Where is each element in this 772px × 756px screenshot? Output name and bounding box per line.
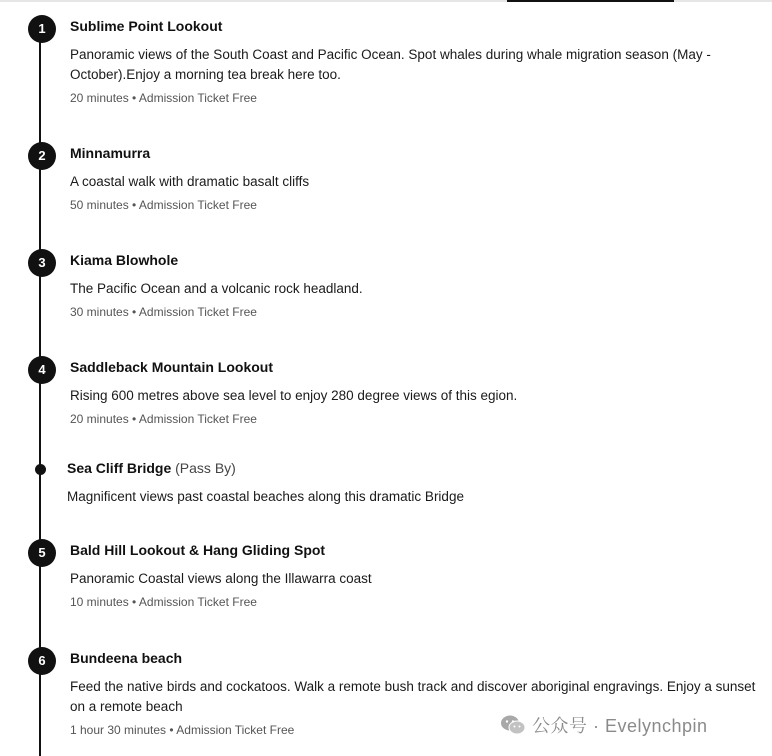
stop-title[interactable]: Sublime Point Lookout bbox=[70, 18, 223, 34]
stop-duration-admission: 20 minutes • Admission Ticket Free bbox=[70, 91, 257, 105]
stop-description: Magnificent views past coastal beaches along this dramatic Bridge bbox=[67, 489, 464, 504]
stop-number-badge: 1 bbox=[28, 15, 56, 43]
stop-title[interactable] bbox=[67, 460, 236, 476]
stop-number-badge: 4 bbox=[28, 356, 56, 384]
stop-number-badge: 2 bbox=[28, 142, 56, 170]
watermark bbox=[500, 712, 708, 738]
stop-description: Panoramic views of the South Coast and Pacific Ocean. Spot whales during whale migration season (May - October).Enjoy a morning tea break here too. bbox=[70, 47, 711, 82]
stop-description: Panoramic Coastal views along the Illawarra coast bbox=[70, 571, 372, 586]
stop-duration-admission: 30 minutes • Admission Ticket Free bbox=[70, 305, 257, 319]
stop-duration-admission: 20 minutes • Admission Ticket Free bbox=[70, 412, 257, 426]
stop-description: Rising 600 metres above sea level to enjoy 280 degree views of this egion. bbox=[70, 388, 518, 403]
stop-title[interactable]: Bundeena beach bbox=[70, 650, 183, 666]
stop-title-text: Sea Cliff Bridge bbox=[67, 460, 172, 476]
watermark-text: 公众号 · Evelynchpin bbox=[532, 716, 708, 736]
stop-duration-admission: 50 minutes • Admission Ticket Free bbox=[70, 198, 257, 212]
wechat-icon bbox=[500, 714, 526, 736]
stop-description: The Pacific Ocean and a volcanic rock headland. bbox=[70, 281, 363, 296]
pass-by-dot bbox=[35, 464, 46, 475]
active-tab-indicator bbox=[507, 0, 674, 2]
stop-title[interactable]: Bald Hill Lookout & Hang Gliding Spot bbox=[70, 542, 326, 558]
stop-title[interactable]: Saddleback Mountain Lookout bbox=[70, 359, 274, 375]
stop-title[interactable]: Kiama Blowhole bbox=[70, 252, 179, 268]
stop-duration-admission: 1 hour 30 minutes • Admission Ticket Free bbox=[70, 723, 295, 737]
stop-number-badge: 3 bbox=[28, 249, 56, 277]
stop-duration-admission: 10 minutes • Admission Ticket Free bbox=[70, 595, 257, 609]
stop-number-badge: 6 bbox=[28, 647, 56, 675]
stop-description: Feed the native birds and cockatoos. Walk a remote bush track and discover aboriginal engravings. Enjoy a sunset on a remote beach bbox=[70, 679, 756, 714]
stop-number-badge: 5 bbox=[28, 539, 56, 567]
pass-by-note: (Pass By) bbox=[175, 460, 236, 476]
stop-description: A coastal walk with dramatic basalt cliffs bbox=[70, 174, 310, 189]
stop-title[interactable]: Minnamurra bbox=[70, 145, 151, 161]
